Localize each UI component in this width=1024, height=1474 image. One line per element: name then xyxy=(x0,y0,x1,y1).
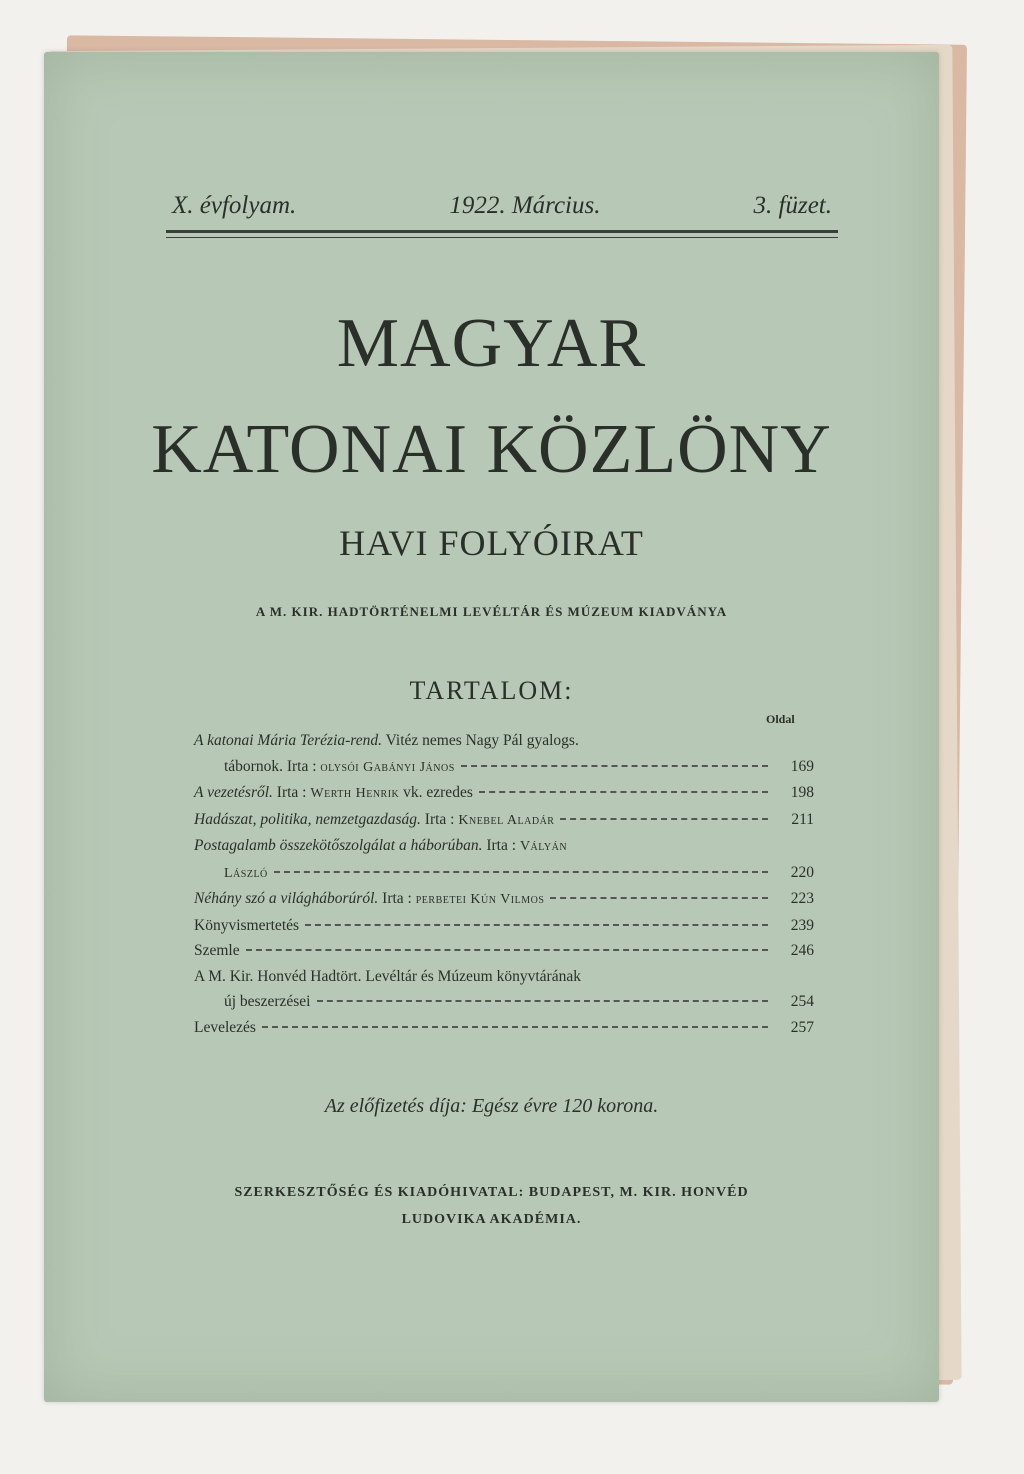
office-address-line-1: SZERKESZTŐSÉG ÉS KIADÓHIVATAL: BUDAPEST, M. KIR. HONVÉD xyxy=(234,1185,749,1200)
toc-text: A M. Kir. Honvéd Hadtört. Levéltár és Múzeum könyvtárának xyxy=(194,967,581,985)
title-line-1: MAGYAR xyxy=(336,305,647,382)
page-column-label: Oldal xyxy=(766,712,795,726)
toc-entry xyxy=(194,1015,814,1041)
dot-leader xyxy=(550,897,768,899)
office-address-line-2: LUDOVIKA AKADÉMIA. xyxy=(401,1212,582,1227)
toc-text: Irta : xyxy=(378,890,416,907)
subtitle: HAVI FOLYÓIRAT xyxy=(339,523,644,563)
dot-leader xyxy=(305,924,768,926)
toc-entry xyxy=(194,886,814,913)
toc-title: Hadászat, politika, nemzetgazdaság. xyxy=(194,810,421,828)
toc-title: Postagalamb összekötőszolgálat a háborúban. xyxy=(194,837,483,854)
toc-author: Werth Henrik xyxy=(310,786,400,801)
toc-author: olysói Gabányi János xyxy=(320,759,455,775)
dot-leader xyxy=(246,949,768,951)
issue-header xyxy=(172,192,832,220)
toc-text: Irta : xyxy=(420,810,459,828)
dot-leader xyxy=(479,791,768,793)
toc-entry xyxy=(194,807,814,834)
toc-author: Vályán xyxy=(519,839,568,854)
toc-title: Néhány szó a világháborúról. xyxy=(194,890,379,907)
toc-page-number: 211 xyxy=(791,810,814,828)
toc-text: Levelezés xyxy=(194,1018,256,1036)
table-of-contents xyxy=(194,728,814,1040)
toc-title: A katonai Mária Terézia-rend. xyxy=(194,732,383,749)
toc-text: tábornok. Irta : xyxy=(224,757,321,775)
toc-page-number: 198 xyxy=(790,784,814,801)
dot-leader xyxy=(317,1000,769,1002)
volume-label: X. évfolyam. xyxy=(172,192,297,219)
toc-text: Irta : xyxy=(482,837,520,854)
toc-text: Könyvismertetés xyxy=(194,916,300,934)
header-rule-thin xyxy=(166,237,838,238)
subscription-note: Az előfizetés díja: Egész évre 120 korona. xyxy=(324,1095,659,1117)
contents-heading: TARTALOM: xyxy=(409,676,574,705)
toc-text: Vitéz nemes Nagy Pál gyalogs. xyxy=(385,732,579,749)
toc-entry xyxy=(194,728,814,780)
toc-title: A vezetésről. xyxy=(194,784,273,801)
toc-suffix: vk. ezredes xyxy=(399,784,473,801)
toc-page-number: 169 xyxy=(790,757,814,775)
toc-entry xyxy=(194,964,814,1015)
toc-page-number: 220 xyxy=(790,863,814,881)
dot-leader xyxy=(461,765,768,767)
toc-text: új beszerzései xyxy=(224,993,311,1010)
toc-page-number: 239 xyxy=(790,916,814,934)
title-line-2: KATONAI KÖZLÖNY xyxy=(151,411,832,488)
publisher-line: A M. KIR. HADTÖRTÉNELMI LEVÉLTÁR ÉS MÚZEUM KIADVÁNYA xyxy=(255,604,728,619)
toc-entry xyxy=(194,938,814,964)
toc-text: Szemle xyxy=(194,942,240,959)
toc-text: Irta : xyxy=(272,784,311,801)
issue-date: 1922. Március. xyxy=(449,192,601,219)
header-rule-thick xyxy=(166,230,838,233)
toc-author: perbetei Kún Vilmos xyxy=(415,892,545,907)
toc-entry xyxy=(194,780,814,807)
toc-entry xyxy=(194,833,814,886)
toc-page-number: 257 xyxy=(790,1018,814,1036)
toc-page-number: 254 xyxy=(790,993,814,1010)
magazine-cover xyxy=(44,52,939,1402)
issue-number: 3. füzet. xyxy=(753,192,832,219)
dot-leader xyxy=(560,818,768,820)
toc-page-number: 246 xyxy=(790,942,814,959)
toc-page-number: 223 xyxy=(790,890,814,907)
toc-author: László xyxy=(224,865,268,881)
toc-author: Knebel Aladár xyxy=(458,812,555,828)
dot-leader xyxy=(274,871,768,873)
toc-entry xyxy=(194,913,814,939)
dot-leader xyxy=(262,1026,768,1028)
